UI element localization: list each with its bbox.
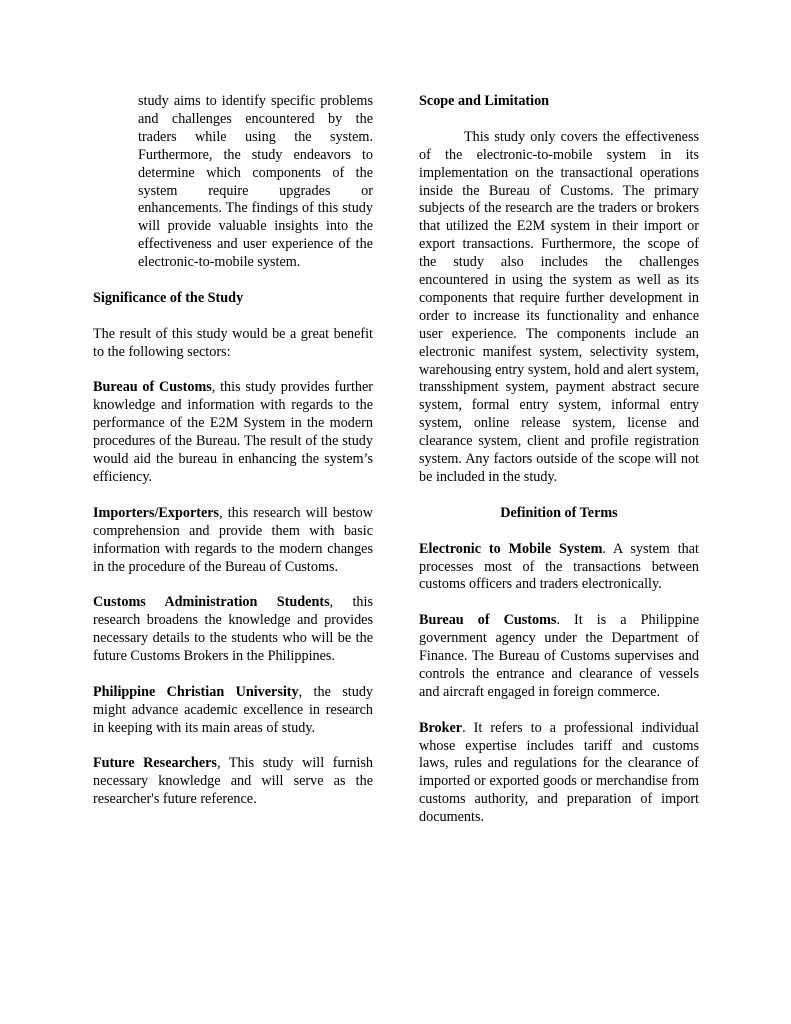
beneficiary-term: Customs Administration Students xyxy=(93,594,330,611)
beneficiary-term: Future Researchers xyxy=(93,755,217,772)
definition-term: Bureau of Customs xyxy=(419,612,557,629)
left-column xyxy=(93,93,373,809)
beneficiary-paragraph xyxy=(93,379,373,486)
beneficiary-text: , this study provides further knowledge and information with regards to the performance of the E2M System in the modern procedures of the Bureau. The result of the study would aid the bureau in enhancing the system’s efficiency. xyxy=(93,379,374,485)
scope-heading: Scope and Limitation xyxy=(419,93,550,109)
beneficiary-text: , this research broadens the knowledge and provides necessary details to the students who will be the future Customs Brokers in the Philippines. xyxy=(93,594,373,665)
definition-paragraph xyxy=(419,720,699,827)
beneficiary-text: , This study will furnish necessary knowledge and will serve as the researcher's future reference. xyxy=(93,755,373,808)
definition-text: . It is a Philippine government agency under the Department of Finance. The Bureau of Customs supervises and controls the entrance and clearance of vessels and aircraft engaged in foreign commerce. xyxy=(419,612,699,700)
definition-paragraph xyxy=(419,541,699,595)
significance-intro: The result of this study would be a great benefit to the following sectors: xyxy=(93,325,373,360)
beneficiary-paragraph xyxy=(93,684,373,738)
intro-paragraph: study aims to identify specific problems and challenges encountered by the traders while using the system. Furthermore, the study endeavors to determine which components of the system require upgrades or enhancements. The findings of this study will provide valuable insights into the effectiveness and user experience of the electronic-to-mobile system. xyxy=(138,93,373,271)
beneficiary-text: , this research will bestow comprehension and provide them with basic information with regards to the modern changes in the procedure of the Bureau of Customs. xyxy=(93,504,373,575)
definition-term: Broker xyxy=(419,719,463,736)
definition-text: . It refers to a professional individual whose expertise includes tariff and customs laws, rules and regulations for the clearance of imported or exported goods or merchandise from customs authority, and preparation of import documents. xyxy=(419,719,699,826)
definitions-heading: Definition of Terms xyxy=(500,504,618,521)
beneficiary-term: Philippine Christian University xyxy=(93,683,299,700)
definition-text: . A system that processes most of the transactions between customs officers and traders electronically. xyxy=(419,540,699,593)
beneficiary-paragraph xyxy=(93,505,373,577)
significance-heading: Significance of the Study xyxy=(93,289,244,306)
definition-paragraph xyxy=(419,612,699,702)
beneficiary-paragraph xyxy=(93,594,373,666)
beneficiary-term: Bureau of Customs xyxy=(93,379,212,396)
beneficiary-term: Importers/Exporters xyxy=(93,504,220,521)
definition-term: Electronic to Mobile System xyxy=(419,540,603,557)
right-column xyxy=(419,93,699,827)
scope-paragraph: This study only covers the effectiveness of the electronic-to-mobile system in its implementation on the transactional operations inside the Bureau of Customs. The primary subjects of the research are the traders or brokers that utilized the E2M system in their import or export transactions. Furthermore, the scope of the study also includes the challenges encountered in using the system as well as its components that require further development in order to increase its functionality and enhance user experience. The components include an electronic manifest system, selectivity system, warehousing entry system, hold and alert system, transshipment system, payment abstract secure system, formal entry system, informal entry system, online release system, license and clearance system, client and profile registration system. Any factors outside of the scope will not be included in the study. xyxy=(419,128,699,486)
beneficiary-text: , the study might advance academic excellence in research in keeping with its main areas of study. xyxy=(93,683,374,736)
beneficiary-paragraph xyxy=(93,755,373,809)
